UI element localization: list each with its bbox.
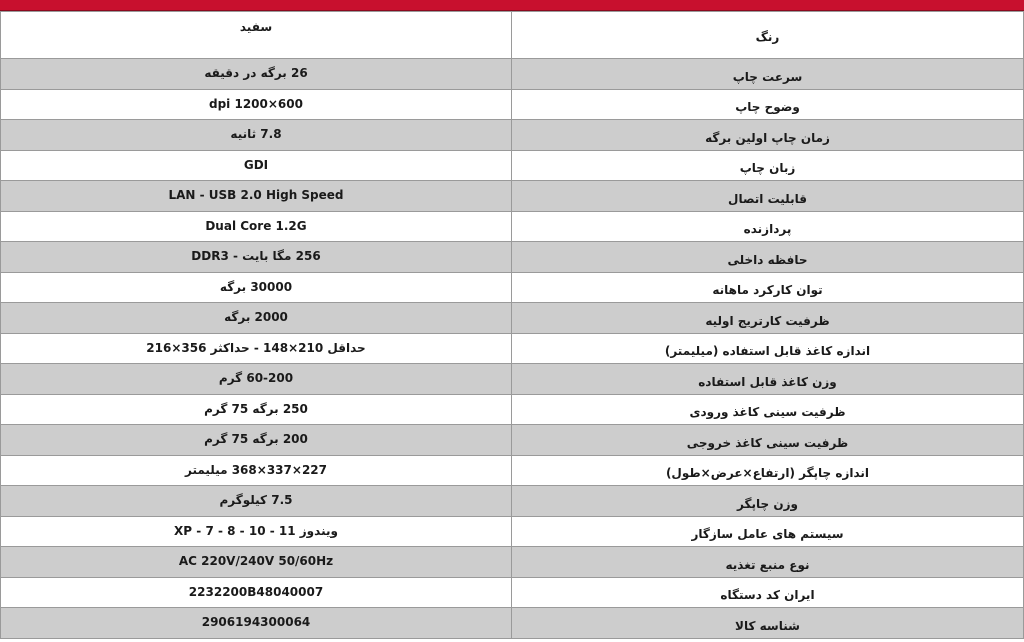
row-label: اندازه چاپگر (ارتفاع×عرض×طول) bbox=[512, 455, 1024, 486]
table-row bbox=[1, 211, 1024, 242]
row-label: سیستم های عامل سازگار bbox=[512, 516, 1024, 547]
table-row bbox=[1, 455, 1024, 486]
table-row bbox=[1, 59, 1024, 90]
row-value: 2000 برگه bbox=[1, 303, 512, 334]
row-value: حداقل 210×148 - حداکثر 356×216 bbox=[1, 333, 512, 364]
table-row bbox=[1, 333, 1024, 364]
row-label: ظرفیت سینی کاغذ خروجی bbox=[512, 425, 1024, 456]
row-label: توان کارکرد ماهانه bbox=[512, 272, 1024, 303]
row-value: AC 220V/240V 50/60Hz bbox=[1, 547, 512, 578]
row-value: 2906194300064 bbox=[1, 608, 512, 639]
row-label: نوع منبع تغذیه bbox=[512, 547, 1024, 578]
row-label: پردازنده bbox=[512, 211, 1024, 242]
row-value: 250 برگه 75 گرم bbox=[1, 394, 512, 425]
row-value: dpi 1200×600 bbox=[1, 89, 512, 120]
row-value: 200 برگه 75 گرم bbox=[1, 425, 512, 456]
table-row bbox=[1, 242, 1024, 273]
row-value: 30000 برگه bbox=[1, 272, 512, 303]
row-label: وزن کاغذ قابل استفاده bbox=[512, 364, 1024, 395]
spec-table bbox=[0, 11, 1024, 639]
row-value: 2232200B48040007 bbox=[1, 577, 512, 608]
row-value: ویندوز 11 - 10 - 8 - 7 - XP bbox=[1, 516, 512, 547]
row-value: 7.8 ثانیه bbox=[1, 120, 512, 151]
top-accent-bar bbox=[0, 0, 1024, 11]
row-value: LAN - USB 2.0 High Speed bbox=[1, 181, 512, 212]
table-row bbox=[1, 150, 1024, 181]
table-row bbox=[1, 394, 1024, 425]
row-label: ایران کد دستگاه bbox=[512, 577, 1024, 608]
table-row bbox=[1, 364, 1024, 395]
table-row bbox=[1, 608, 1024, 639]
row-label: حافظه داخلی bbox=[512, 242, 1024, 273]
row-label: ظرفیت کارتریج اولیه bbox=[512, 303, 1024, 334]
row-value: 256 مگا بایت - DDR3 bbox=[1, 242, 512, 273]
table-row bbox=[1, 425, 1024, 456]
table-row bbox=[1, 12, 1024, 59]
row-value: سفید bbox=[1, 12, 512, 59]
table-row bbox=[1, 303, 1024, 334]
row-value: 227×337×368 میلیمتر bbox=[1, 455, 512, 486]
row-value: 60-200 گرم bbox=[1, 364, 512, 395]
table-row bbox=[1, 547, 1024, 578]
row-label: اندازه کاغذ قابل استفاده (میلیمتر) bbox=[512, 333, 1024, 364]
row-label: زبان چاپ bbox=[512, 150, 1024, 181]
row-label: زمان چاپ اولین برگه bbox=[512, 120, 1024, 151]
row-label: وضوح چاپ bbox=[512, 89, 1024, 120]
row-label: وزن چاپگر bbox=[512, 486, 1024, 517]
row-label: رنگ bbox=[512, 12, 1024, 59]
table-row bbox=[1, 577, 1024, 608]
row-label: شناسه کالا bbox=[512, 608, 1024, 639]
row-label: سرعت چاپ bbox=[512, 59, 1024, 90]
row-value: GDI bbox=[1, 150, 512, 181]
table-row bbox=[1, 516, 1024, 547]
table-row bbox=[1, 89, 1024, 120]
table-row bbox=[1, 486, 1024, 517]
table-row bbox=[1, 120, 1024, 151]
row-label: قابلیت اتصال bbox=[512, 181, 1024, 212]
table-row bbox=[1, 272, 1024, 303]
row-value: 26 برگه در دقیقه bbox=[1, 59, 512, 90]
row-value: Dual Core 1.2G bbox=[1, 211, 512, 242]
table-row bbox=[1, 181, 1024, 212]
row-value: 7.5 کیلوگرم bbox=[1, 486, 512, 517]
row-label: ظرفیت سینی کاغذ ورودی bbox=[512, 394, 1024, 425]
